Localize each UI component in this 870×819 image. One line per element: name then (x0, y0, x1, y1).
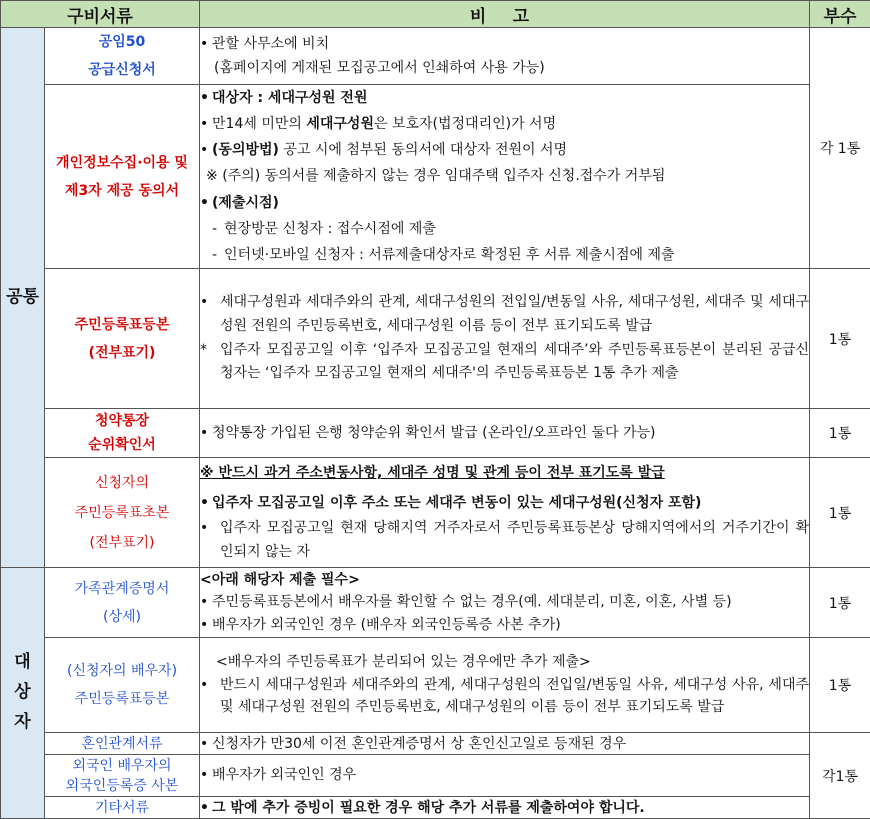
count-subscription-rank: 1통 (810, 409, 870, 458)
table-row (1, 568, 870, 638)
table-row (1, 797, 870, 819)
table-row (1, 458, 870, 568)
doc-supply-application: 공임50 공급신청서 (45, 28, 200, 85)
table-row (1, 638, 870, 733)
group-common: 공통 (1, 28, 45, 568)
remark-marriage-relation: • 신청자가 만30세 이전 혼인관계증명서 상 혼인신고일로 등재된 경우 (200, 733, 810, 755)
remark-privacy-consent: • 대상자 : 세대구성원 전원 • 만14세 미만의 세대구성원은 보호자(법정대리인)가 서명 • (동의방법) 공고 시에 첨부된 동의서에 대상자 전원이 서명 ※ (주의) 동의서를 제출하지 않는 경우 임대주택 입주자 신청.접수가 거부됨 • (제출시점) - 현장방문 신청자 : 접수시점에 제출 - 인터넷·모바일 신청자 : 서류제출대상자로 확정된 후 서류 제출시점에 제출 (200, 85, 810, 269)
doc-marriage-relation: 혼인관계서류 (45, 733, 200, 755)
count-each-common: 각 1통 (810, 28, 870, 269)
header-documents: 구비서류 (1, 1, 200, 28)
remark-other: • 그 밖에 추가 증빙이 필요한 경우 해당 추가 서류를 제출하여야 합니다. (200, 797, 810, 819)
doc-subscription-rank: 청약통장 순위확인서 (45, 409, 200, 458)
count-spouse-resident-register: 1통 (810, 638, 870, 733)
remark-subscription-rank: • 청약통장 가입된 은행 청약순위 확인서 발급 (온라인/오프라인 둘다 가능) (200, 409, 810, 458)
doc-privacy-consent: 개인정보수집·이용 및 제3자 제공 동의서 (45, 85, 200, 269)
table-row (1, 733, 870, 755)
doc-family-relation: 가족관계증명서 (상세) (45, 568, 200, 638)
count-family-relation: 1통 (810, 568, 870, 638)
group-target-label: 대 상 자 (1, 648, 44, 737)
table-row (1, 28, 870, 85)
remark-family-relation: <아래 해당자 제출 필수> • 주민등록표등본에서 배우자를 확인할 수 없는 경우(예. 세대분리, 미혼, 이혼, 사별 등) • 배우자가 외국인인 경우 (배우자 외국인등록증 사본 추가) (200, 568, 810, 638)
remark-resident-register-abstract: ※ 반드시 과거 주소변동사항, 세대주 성명 및 관계 등이 전부 표기도록 발급 • 입주자 모집공고일 이후 주소 또는 세대주 변동이 있는 세대구성원(신청자 포함) • 입주자 모집공고일 현재 당해지역 거주자로서 주민등록표등본상 당해지역에서의 거주기간이 확인되지 않는 자 (200, 458, 810, 568)
remark-resident-register-copy: • 세대구성원과 세대주와의 관계, 세대구성원의 전입일/변동일 사유, 세대구성원, 세대주 및 세대구성원 전원의 주민등록번호, 세대구성원 이름 등이 전부 표기되도록 발급 * 입주자 모집공고일 이후 ‘입주자 모집공고일 현재의 세대주’와 주민등록표등본이 분리된 공급신청자는 ‘입주자 모집공고일 현재의 세대주'의 주민등록표등본 1통 추가 제출 (200, 269, 810, 409)
header-remarks: 비 고 (200, 1, 810, 28)
table-row (1, 409, 870, 458)
doc-other: 기타서류 (45, 797, 200, 819)
count-resident-register-copy: 1통 (810, 269, 870, 409)
remark-foreign-spouse-registration: • 배우자가 외국인인 경우 (200, 755, 810, 797)
count-each-target: 각1통 (810, 733, 870, 819)
doc-resident-register-abstract: 신청자의 주민등록표초본 (전부표기) (45, 458, 200, 568)
group-target (1, 568, 45, 819)
table-row (1, 85, 870, 269)
doc-spouse-resident-register: (신청자의 배우자) 주민등록표등본 (45, 638, 200, 733)
header-count: 부수 (810, 1, 870, 28)
header-row (1, 1, 870, 28)
count-resident-register-abstract: 1통 (810, 458, 870, 568)
table-row (1, 269, 870, 409)
remark-spouse-resident-register: <배우자의 주민등록표가 분리되어 있는 경우에만 추가 제출> • 반드시 세대구성원과 세대주와의 관계, 세대구성원의 전입일/변동일 사유, 세대구성 사유, 세대주 및 세대구성원 전원의 주민등록번호, 세대구성원의 이름 등이 전부 표기되도록 발급 (200, 638, 810, 733)
table-row (1, 755, 870, 797)
doc-resident-register-copy: 주민등록표등본 (전부표기) (45, 269, 200, 409)
doc-foreign-spouse-registration: 외국인 배우자의 외국인등록증 사본 (45, 755, 200, 797)
remark-supply-application: • 관할 사무소에 비치 (홈페이지에 게재된 모집공고에서 인쇄하여 사용 가능) (200, 28, 810, 85)
